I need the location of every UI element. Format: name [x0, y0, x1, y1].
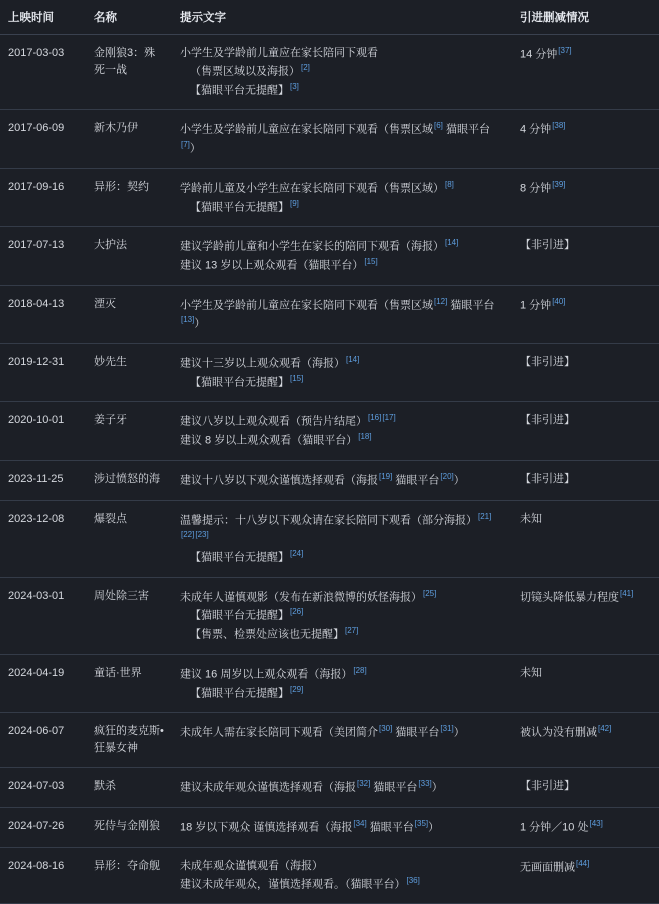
- reference-marker[interactable]: [40]: [552, 296, 566, 306]
- cell-cut-status: [512, 460, 659, 500]
- reference-marker[interactable]: [15]: [364, 256, 378, 266]
- cut-status-text: 无画面删减: [520, 861, 575, 874]
- cell-release-date: 2024-08-16: [0, 847, 86, 904]
- advisory-line: [180, 81, 504, 100]
- cell-advisory-text: [172, 847, 512, 904]
- advisory-line: [180, 723, 504, 742]
- cell-advisory-text: [172, 344, 512, 402]
- cell-release-date: 2017-03-03: [0, 35, 86, 110]
- advisory-line-text: 未成年人谨慎观影（发布在新浪微博的妖怪海报）: [180, 591, 422, 604]
- table-row: [0, 500, 659, 577]
- advisory-line: [180, 256, 504, 275]
- cell-advisory-text: [172, 285, 512, 343]
- cell-film-title: 疯狂的麦克斯•狂暴女神: [86, 713, 172, 768]
- cell-release-date: 2019-12-31: [0, 344, 86, 402]
- table-row: [0, 768, 659, 808]
- advisory-line: [180, 354, 504, 373]
- cell-release-date: 2017-07-13: [0, 227, 86, 285]
- advisory-line: [180, 858, 504, 875]
- advisory-line-text: 建议学龄前儿童和小学生在家长的陪同下观看（海报）: [180, 240, 444, 253]
- table-header-row: [0, 0, 659, 35]
- advisory-line-text-tail: 猫眼平台: [366, 821, 414, 834]
- cell-cut-status: [512, 500, 659, 577]
- advisory-line-text: 【猫眼平台无提醒】: [190, 84, 289, 97]
- table-header: [0, 0, 659, 35]
- cell-film-title: 新木乃伊: [86, 110, 172, 168]
- table-row: [0, 402, 659, 460]
- advisory-line-text-close: ）: [453, 726, 465, 739]
- advisory-line-text-close: ）: [194, 318, 206, 331]
- cell-advisory-text: [172, 168, 512, 226]
- advisory-line: [180, 45, 504, 62]
- table-row: [0, 344, 659, 402]
- reference-marker[interactable]: [14]: [346, 355, 360, 365]
- reference-marker[interactable]: [27]: [345, 626, 359, 636]
- cell-advisory-text: [172, 768, 512, 808]
- advisory-line-text: 小学生及学龄前儿童应在家长陪同下观看: [180, 47, 378, 59]
- reference-marker[interactable]: [31]: [440, 724, 454, 734]
- cell-cut-status: [512, 227, 659, 285]
- cut-status-text: 1 分钟／10 处: [520, 821, 589, 834]
- advisory-line-text: 【猫眼平台无提醒】: [190, 687, 289, 700]
- table-row: [0, 847, 659, 904]
- column-header-release-date: 上映时间: [0, 0, 86, 35]
- reference-marker[interactable]: [25]: [423, 588, 437, 598]
- cell-release-date: 2024-03-01: [0, 577, 86, 654]
- reference-marker[interactable]: [3]: [290, 81, 299, 91]
- cell-cut-status: [512, 847, 659, 904]
- reference-marker[interactable]: [36]: [406, 875, 420, 885]
- advisory-line-text-close: ）: [189, 142, 201, 155]
- cell-advisory-text: [172, 654, 512, 712]
- advisory-line-text: 【猫眼平台无提醒】: [190, 376, 289, 389]
- advisory-line-text: 未成年观众谨慎观看（海报）: [180, 859, 323, 872]
- table-row: [0, 110, 659, 168]
- cell-advisory-text: [172, 227, 512, 285]
- advisory-line: [180, 296, 504, 333]
- reference-marker[interactable]: [23]: [195, 530, 209, 540]
- advisory-line: [180, 62, 504, 81]
- advisory-line-text: 建议 16 周岁以上观众观看（海报）: [180, 668, 353, 681]
- advisory-line-text: 建议八岁以上观众观看（预告片结尾）: [180, 416, 367, 429]
- advisory-line-text-tail: 猫眼平台: [442, 124, 490, 137]
- reference-marker[interactable]: [44]: [576, 858, 590, 868]
- reference-marker[interactable]: [41]: [620, 588, 634, 598]
- cut-status-text: 【非引进】: [520, 780, 575, 793]
- column-header-title: 名称: [86, 0, 172, 35]
- cell-release-date: 2018-04-13: [0, 285, 86, 343]
- cell-release-date: 2023-11-25: [0, 460, 86, 500]
- cell-advisory-text: [172, 460, 512, 500]
- cut-status-text: 未知: [520, 512, 542, 525]
- cell-cut-status: [512, 35, 659, 110]
- cell-advisory-text: [172, 577, 512, 654]
- cell-release-date: 2017-06-09: [0, 110, 86, 168]
- table-row: [0, 35, 659, 110]
- advisory-line: [180, 684, 504, 703]
- advisory-line-text-tail: 猫眼平台: [392, 474, 440, 487]
- reference-marker[interactable]: [33]: [418, 779, 432, 789]
- cell-release-date: 2024-07-26: [0, 808, 86, 848]
- cut-status-text: 未知: [520, 666, 542, 679]
- reference-marker[interactable]: [19]: [379, 471, 393, 481]
- advisory-line: [180, 818, 504, 837]
- advisory-line-text-close: ）: [431, 781, 443, 794]
- table-row: [0, 285, 659, 343]
- advisory-line-text: 【猫眼平台无提醒】: [190, 610, 289, 623]
- cell-film-title: 周处除三害: [86, 577, 172, 654]
- cell-advisory-text: [172, 35, 512, 110]
- cell-cut-status: [512, 808, 659, 848]
- cell-release-date: 2017-09-16: [0, 168, 86, 226]
- reference-marker[interactable]: [8]: [445, 179, 454, 189]
- cut-status-text: 14 分钟: [520, 48, 558, 61]
- reference-marker[interactable]: [7]: [181, 140, 190, 150]
- table-row: [0, 654, 659, 712]
- advisory-line: [180, 625, 504, 644]
- reference-marker[interactable]: [17]: [382, 413, 396, 423]
- cut-status-text: 【非引进】: [520, 239, 575, 252]
- cell-release-date: 2024-06-07: [0, 713, 86, 768]
- cut-status-text: 【非引进】: [520, 414, 575, 427]
- advisory-line-text: 【猫眼平台无提醒】: [190, 201, 289, 214]
- advisory-line-text: 【售票、检票处应该也无提醒】: [190, 628, 344, 641]
- reference-marker[interactable]: [29]: [290, 684, 304, 694]
- reference-marker[interactable]: [14]: [445, 238, 459, 248]
- cell-cut-status: [512, 654, 659, 712]
- advisory-line: [180, 471, 504, 490]
- advisory-line-text: 建议十三岁以上观众观看（海报）: [180, 357, 345, 370]
- cell-cut-status: [512, 168, 659, 226]
- cell-advisory-text: [172, 713, 512, 768]
- cell-film-title: 金刚狼3：殊死一战: [86, 35, 172, 110]
- cell-release-date: 2024-07-03: [0, 768, 86, 808]
- column-header-cut-status: 引进删减情况: [512, 0, 659, 35]
- advisory-line-text: 学龄前儿童及小学生应在家长陪同下观看（售票区域）: [180, 182, 444, 195]
- reference-marker[interactable]: [30]: [379, 724, 393, 734]
- advisory-line: [180, 588, 504, 607]
- cell-cut-status: [512, 110, 659, 168]
- advisory-line-text: 18 岁以下观众 谨慎选择观看（海报: [180, 821, 353, 834]
- advisory-line: [180, 373, 504, 392]
- table-row: [0, 227, 659, 285]
- cut-status-text: 8 分钟: [520, 182, 552, 195]
- cell-cut-status: [512, 577, 659, 654]
- advisory-line-text: 【猫眼平台无提醒】: [190, 551, 289, 564]
- reference-marker[interactable]: [34]: [353, 819, 367, 829]
- reference-marker[interactable]: [32]: [357, 779, 371, 789]
- cut-status-text: 切镜头降低暴力程度: [520, 591, 619, 604]
- advisory-line-text: 建议未成年观众谨慎选择观看（海报: [180, 781, 356, 794]
- column-header-advisory-text: 提示文字: [172, 0, 512, 35]
- cell-film-title: 涉过愤怒的海: [86, 460, 172, 500]
- reference-marker[interactable]: [12]: [434, 296, 448, 306]
- advisory-line-text: 建议 13 岁以上观众观看（猫眼平台）: [180, 259, 364, 272]
- table-row: [0, 577, 659, 654]
- reference-marker[interactable]: [42]: [598, 724, 612, 734]
- advisory-line: [180, 606, 504, 625]
- cell-cut-status: [512, 713, 659, 768]
- cell-advisory-text: [172, 808, 512, 848]
- cell-release-date: 2024-04-19: [0, 654, 86, 712]
- cell-film-title: 姜子牙: [86, 402, 172, 460]
- cut-status-text: 1 分钟: [520, 299, 552, 312]
- cell-release-date: 2023-12-08: [0, 500, 86, 577]
- cell-film-title: 默杀: [86, 768, 172, 808]
- reference-marker[interactable]: [43]: [589, 819, 603, 829]
- advisory-line-text: 温馨提示：十八岁以下观众请在家长陪同下观看（部分海报）: [180, 514, 477, 527]
- reference-marker[interactable]: [18]: [358, 432, 372, 442]
- cell-cut-status: [512, 402, 659, 460]
- reference-marker[interactable]: [2]: [301, 63, 310, 73]
- advisory-line-text-close: ）: [453, 474, 465, 487]
- table-row: [0, 460, 659, 500]
- cell-film-title: 童话·世界: [86, 654, 172, 712]
- cell-film-title: 湮灭: [86, 285, 172, 343]
- reference-marker[interactable]: [28]: [353, 665, 367, 675]
- advisory-line: [180, 778, 504, 797]
- advisory-line-text: （售票区域以及海报）: [190, 65, 300, 78]
- cut-status-text: 【非引进】: [520, 356, 575, 369]
- advisory-line: [180, 431, 504, 450]
- cell-cut-status: [512, 768, 659, 808]
- reference-marker[interactable]: [26]: [290, 607, 304, 617]
- reference-marker[interactable]: [38]: [552, 121, 566, 131]
- cell-film-title: 爆裂点: [86, 500, 172, 577]
- reference-marker[interactable]: [21]: [478, 511, 492, 521]
- advisory-line: [180, 198, 504, 217]
- advisory-line: [180, 120, 504, 157]
- advisory-line-text: 小学生及学龄前儿童应在家长陪同下观看（售票区域: [180, 124, 433, 137]
- reference-marker[interactable]: [22]: [181, 530, 195, 540]
- cut-status-text: 4 分钟: [520, 124, 552, 137]
- advisory-line-text-tail: 猫眼平台: [447, 299, 495, 312]
- reference-marker[interactable]: [35]: [414, 819, 429, 829]
- cell-cut-status: [512, 285, 659, 343]
- advisory-line: [180, 179, 504, 198]
- reference-marker[interactable]: [15]: [290, 373, 304, 383]
- cell-advisory-text: [172, 110, 512, 168]
- advisory-line-text: 建议十八岁以下观众谨慎选择观看（海报: [180, 474, 378, 487]
- advisory-line-text: 建议未成年观众，谨慎选择观看。（猫眼平台）: [180, 878, 406, 891]
- reference-marker[interactable]: [24]: [290, 549, 304, 558]
- advisory-line-text: 小学生及学龄前儿童应在家长陪同下观看（售票区域: [180, 299, 433, 312]
- advisory-line: [180, 237, 504, 256]
- cell-film-title: 异形：夺命舰: [86, 847, 172, 904]
- cell-film-title: 妙先生: [86, 344, 172, 402]
- cut-status-text: 【非引进】: [520, 472, 575, 485]
- advisory-line-text-tail: 猫眼平台: [392, 726, 440, 739]
- cell-film-title: 死侍与金刚狼: [86, 808, 172, 848]
- reference-marker[interactable]: [6]: [434, 121, 443, 131]
- table-row: [0, 808, 659, 848]
- cell-release-date: 2020-10-01: [0, 402, 86, 460]
- cell-film-title: 大护法: [86, 227, 172, 285]
- cell-advisory-text: [172, 500, 512, 577]
- table-row: [0, 168, 659, 226]
- advisory-line-text-tail: 猫眼平台: [370, 781, 418, 794]
- advisory-line: [180, 511, 504, 548]
- table-row: [0, 713, 659, 768]
- cell-advisory-text: [172, 402, 512, 460]
- cell-cut-status: [512, 344, 659, 402]
- reference-marker[interactable]: [37]: [558, 46, 572, 55]
- advisory-line: [180, 412, 504, 431]
- advisory-line-text-close: ）: [428, 821, 440, 834]
- advisory-line-text: 建议 8 岁以上观众观看（猫眼平台）: [180, 434, 358, 447]
- advisory-line: [180, 875, 504, 894]
- reference-marker[interactable]: [39]: [552, 179, 566, 189]
- advisory-line: [180, 665, 504, 684]
- cut-status-text: 被认为没有删减: [520, 726, 597, 739]
- advisory-line-text: 未成年人需在家长陪同下观看（美团简介: [180, 726, 378, 739]
- advisory-line: [180, 548, 504, 567]
- reference-marker[interactable]: [16]: [368, 413, 382, 423]
- reference-marker[interactable]: [9]: [290, 198, 299, 208]
- reference-marker[interactable]: [13]: [181, 315, 195, 325]
- reference-marker[interactable]: [20]: [440, 471, 454, 481]
- cell-film-title: 异形：契约: [86, 168, 172, 226]
- table-body: [0, 35, 659, 904]
